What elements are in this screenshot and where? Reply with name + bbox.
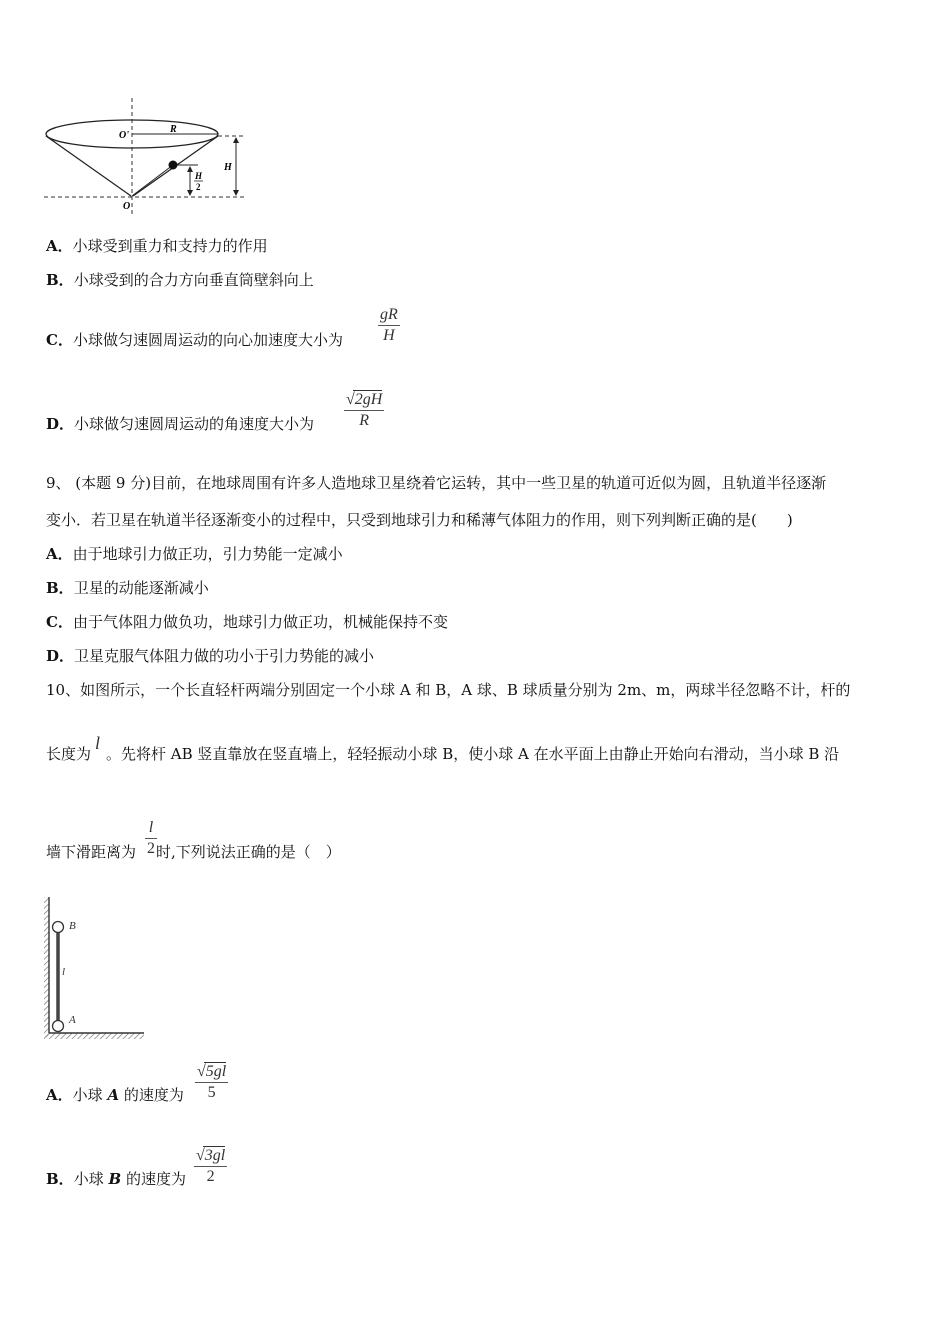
ball bbox=[169, 161, 178, 170]
q10-option-a-fraction bbox=[195, 1062, 228, 1103]
q10-distance-denominator: 2 bbox=[147, 840, 155, 857]
label-ball-a: A bbox=[69, 1014, 76, 1026]
q8-option-d-numerator-wrap bbox=[344, 390, 384, 410]
q9-option-a bbox=[46, 544, 343, 564]
q10-option-b-numerator-wrap bbox=[194, 1146, 227, 1166]
q8-option-a bbox=[46, 236, 268, 256]
sqrt-sign-icon: √ bbox=[197, 1063, 206, 1080]
cone-figure bbox=[40, 98, 300, 218]
label-h-half-num: H bbox=[195, 171, 203, 181]
q10-option-b-numerator: 3gl bbox=[204, 1147, 226, 1164]
q10-stem-line1: 10、如图所示，一个长直轻杆两端分别固定一个小球 A 和 B，A 球、B 球质量分别为 2m、m，两球半径忽略不计，杆的 bbox=[46, 681, 851, 699]
q8-option-c bbox=[46, 330, 343, 350]
q10-stem-line3-end: 时,下列说法正确的是（ ） bbox=[156, 843, 341, 861]
q8-option-b bbox=[46, 270, 314, 290]
sqrt-sign-icon: √ bbox=[196, 1147, 205, 1164]
q10-stem-line2 bbox=[46, 733, 840, 764]
q8-option-d-letter: D． bbox=[46, 415, 75, 433]
q9-stem-line2: 变小．若卫星在轨道半径逐渐变小的过程中，只受到地球引力和稀薄气体阻力的作用，则下列判断正确的是( ) bbox=[46, 511, 793, 529]
rod-wall-figure bbox=[40, 895, 150, 1045]
floor-hatching bbox=[44, 1033, 144, 1039]
ball-b bbox=[53, 922, 64, 933]
q10-option-a-numerator-wrap bbox=[195, 1062, 228, 1082]
q8-option-d-numerator: 2gH bbox=[354, 391, 383, 408]
q10-distance-fraction bbox=[145, 818, 157, 859]
q10-distance-numerator: l bbox=[148, 819, 154, 836]
label-h-half-den: 2 bbox=[196, 182, 201, 192]
q10-option-b-letter: B． bbox=[46, 1170, 74, 1188]
q8-option-a-letter: A． bbox=[46, 237, 73, 255]
q8-option-c-fraction bbox=[378, 305, 400, 346]
sqrt-sign-icon: √ bbox=[346, 391, 355, 408]
q9-stem-line1: 9、 (本题 9 分)目前，在地球周围有许多人造地球卫星绕着它运转，其中一些卫星的轨道可近似为圆，且轨道半径逐渐 bbox=[46, 474, 827, 492]
q9-option-c bbox=[46, 612, 448, 632]
label-o-prime: O' bbox=[119, 130, 129, 141]
q10-option-b bbox=[46, 1169, 186, 1189]
label-r: R bbox=[170, 124, 177, 135]
q9-option-b-letter: B． bbox=[46, 579, 74, 597]
ball-a bbox=[53, 1021, 64, 1032]
h-half-arrow-head-bottom bbox=[187, 190, 193, 196]
label-h: H bbox=[224, 162, 232, 173]
wall-hatching bbox=[44, 897, 49, 1037]
label-length: l bbox=[62, 966, 66, 978]
q10-option-a-numerator: 5gl bbox=[205, 1063, 227, 1080]
q10-option-a-text-start: 小球 bbox=[72, 1086, 103, 1104]
q9-option-a-text: 由于地球引力做正功，引力势能一定减小 bbox=[72, 545, 343, 563]
q9-option-d-letter: D． bbox=[46, 647, 75, 665]
q10-option-b-ball: B bbox=[108, 1170, 122, 1188]
q10-stem-line2-start: 长度为 bbox=[46, 745, 92, 763]
q8-option-d bbox=[46, 414, 314, 434]
h-arrow-head-bottom bbox=[233, 190, 239, 196]
q8-option-d-fraction bbox=[344, 390, 384, 431]
q10-stem-line3-start: 墙下滑距离为 bbox=[46, 843, 137, 861]
q10-stem-line2-end: 。先将杆 AB 竖直靠放在竖直墙上，轻轻振动小球 B，使小球 A 在水平面上由静止开始向右滑动，当小球 B 沿 bbox=[106, 745, 840, 763]
q8-option-c-denominator: H bbox=[378, 325, 400, 346]
q10-option-a-ball: A bbox=[107, 1086, 120, 1104]
q8-option-d-text: 小球做匀速圆周运动的角速度大小为 bbox=[74, 415, 315, 433]
h-arrow-head-top bbox=[233, 137, 239, 143]
q10-option-a bbox=[46, 1085, 184, 1105]
q10-stem-line3 bbox=[46, 842, 341, 862]
q8-option-b-letter: B． bbox=[46, 271, 74, 289]
q8-option-a-text: 小球受到重力和支持力的作用 bbox=[72, 237, 268, 255]
q9-option-b-text: 卫星的动能逐渐减小 bbox=[73, 579, 209, 597]
q10-option-b-denominator: 2 bbox=[194, 1166, 227, 1187]
q9-option-c-text: 由于气体阻力做负功，地球引力做正功，机械能保持不变 bbox=[72, 613, 448, 631]
q9-option-c-letter: C． bbox=[46, 613, 73, 631]
q8-option-c-letter: C． bbox=[46, 331, 73, 349]
label-ball-b: B bbox=[69, 920, 76, 932]
q8-option-c-numerator: gR bbox=[380, 306, 398, 323]
ball-to-center-line bbox=[132, 165, 173, 196]
q10-option-a-denominator: 5 bbox=[195, 1082, 228, 1103]
q8-option-c-text: 小球做匀速圆周运动的向心加速度大小为 bbox=[72, 331, 343, 349]
q9-option-a-letter: A． bbox=[46, 545, 73, 563]
q8-option-d-denominator: R bbox=[344, 410, 384, 431]
q10-option-b-fraction bbox=[194, 1146, 227, 1187]
q10-option-b-text-start: 小球 bbox=[73, 1170, 104, 1188]
cone-left-side bbox=[46, 136, 131, 196]
q10-option-b-text-end: 的速度为 bbox=[125, 1170, 186, 1188]
q10-option-a-letter: A． bbox=[46, 1086, 73, 1104]
q8-option-b-text: 小球受到的合力方向垂直筒壁斜向上 bbox=[73, 271, 314, 289]
q10-option-a-text-end: 的速度为 bbox=[123, 1086, 184, 1104]
h-half-arrow-head-top bbox=[187, 166, 193, 172]
q9-option-b bbox=[46, 578, 209, 598]
q10-length-symbol: l bbox=[95, 733, 101, 753]
label-o: O bbox=[123, 201, 131, 212]
q9-option-d bbox=[46, 646, 374, 666]
q9-option-d-text: 卫星克服气体阻力做的功小于引力势能的减小 bbox=[74, 647, 375, 665]
